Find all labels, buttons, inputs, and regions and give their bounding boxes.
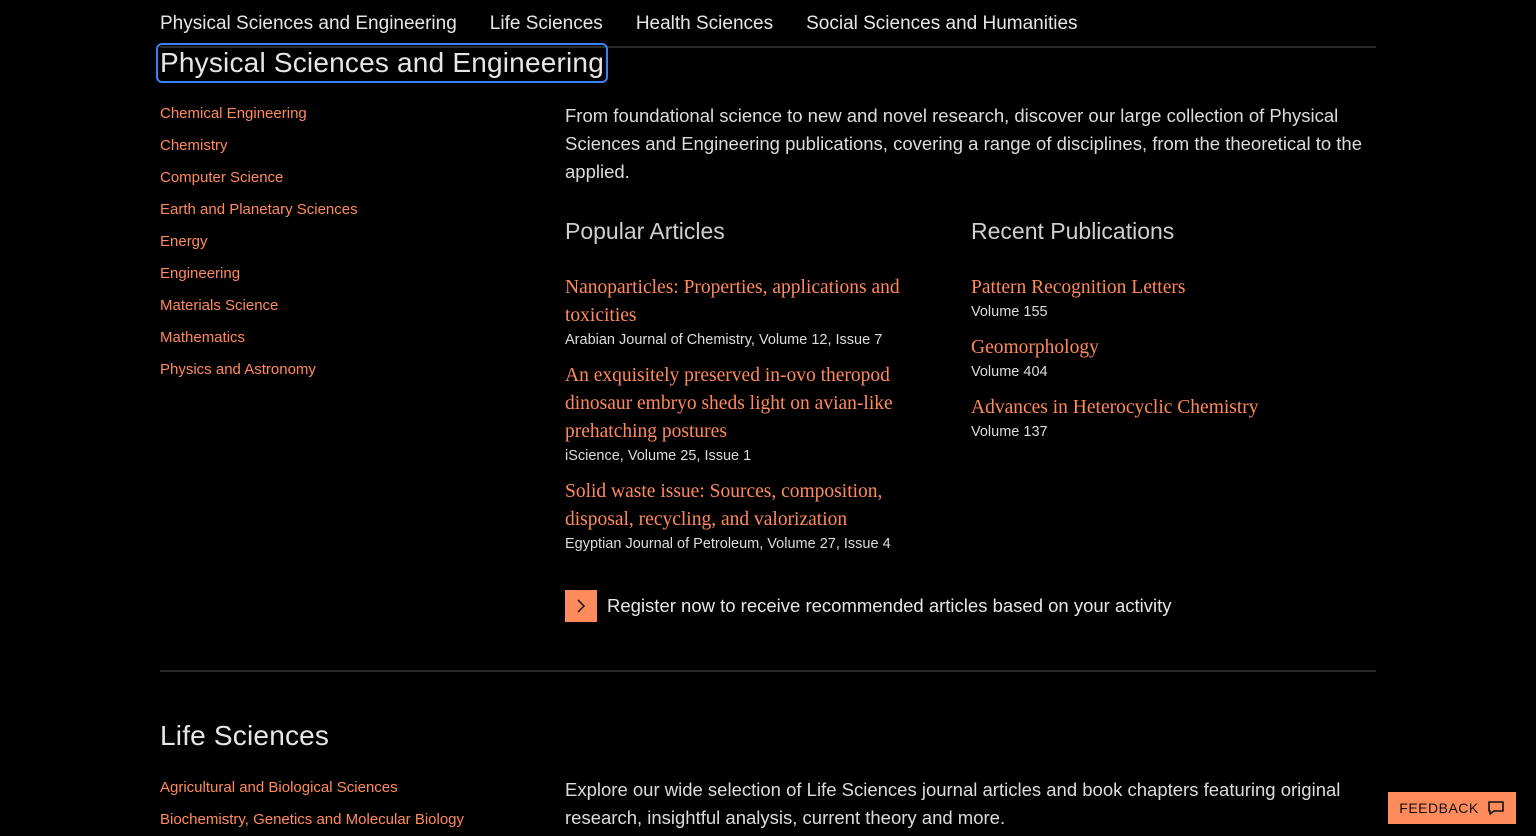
category-link-chemistry[interactable]: Chemistry	[160, 137, 228, 154]
life-category-list	[160, 772, 464, 836]
subject-tabs	[160, 0, 1376, 48]
article-meta: Arabian Journal of Chemistry, Volume 12, Issue 7	[565, 332, 883, 348]
category-link-energy[interactable]: Energy	[160, 233, 208, 250]
article-title-link[interactable]: Solid waste issue: Sources, composition, disposal, recycling, and valorization	[565, 481, 883, 530]
recent-publications-heading: Recent Publications	[971, 218, 1175, 244]
category-link-engineering[interactable]: Engineering	[160, 265, 241, 282]
tab-social-sciences[interactable]: Social Sciences and Humanities	[806, 13, 1078, 34]
tab-health-sciences[interactable]: Health Sciences	[635, 13, 774, 34]
recent-publication	[971, 274, 1376, 320]
section-divider	[160, 670, 1376, 672]
publication-title-link[interactable]: Advances in Heterocyclic Chemistry	[971, 397, 1259, 418]
category-link-computer-science[interactable]: Computer Science	[160, 169, 284, 186]
feedback-label: FEEDBACK	[1399, 800, 1479, 816]
recent-publication	[971, 394, 1376, 440]
register-link-text[interactable]: Register now to receive recommended articles based on your activity	[607, 595, 1172, 616]
recent-publication	[971, 334, 1376, 380]
category-link-mathematics[interactable]: Mathematics	[160, 329, 246, 346]
physical-intro-text: From foundational science to new and novel research, discover our large collection of Physical Sciences and Engineering publications, covering a range of disciplines, from the theoretical to the applied.	[565, 105, 1362, 182]
register-cta[interactable]	[565, 590, 1172, 622]
register-arrow-button[interactable]	[565, 590, 597, 622]
category-link-chemical-engineering[interactable]: Chemical Engineering	[160, 105, 307, 122]
publication-title-link[interactable]: Geomorphology	[971, 337, 1099, 358]
popular-articles-heading: Popular Articles	[565, 218, 725, 244]
article-meta: Egyptian Journal of Petroleum, Volume 27, Issue 4	[565, 536, 891, 552]
publication-title-link[interactable]: Pattern Recognition Letters	[971, 277, 1186, 298]
popular-article	[565, 478, 930, 552]
article-title-link[interactable]: An exquisitely preserved in-ovo theropod dinosaur embryo sheds light on avian-like prehatching postures	[565, 365, 893, 442]
tab-physical-sciences[interactable]: Physical Sciences and Engineering	[160, 13, 457, 34]
tab-life-sciences[interactable]: Life Sciences	[489, 13, 603, 34]
physical-category-list	[160, 98, 358, 386]
category-link-physics-astronomy[interactable]: Physics and Astronomy	[160, 361, 316, 378]
popular-article	[565, 274, 930, 348]
chevron-right-icon	[575, 599, 587, 613]
speech-bubble-icon	[1487, 800, 1505, 816]
section-title-life: Life Sciences	[160, 720, 330, 751]
article-title-link[interactable]: Nanoparticles: Properties, applications and toxicities	[565, 277, 900, 326]
publication-volume: Volume 155	[971, 304, 1048, 320]
category-link-agricultural-biological[interactable]: Agricultural and Biological Sciences	[160, 779, 398, 796]
publication-volume: Volume 137	[971, 424, 1048, 440]
life-intro-text: Explore our wide selection of Life Sciences journal articles and book chapters featuring original research, insightful analysis, current theory and more.	[565, 779, 1341, 828]
main-content	[160, 0, 1376, 828]
category-link-earth-planetary[interactable]: Earth and Planetary Sciences	[160, 201, 358, 218]
popular-article	[565, 362, 930, 464]
section-title-physical: Physical Sciences and Engineering	[160, 47, 604, 78]
article-meta: iScience, Volume 25, Issue 1	[565, 448, 752, 464]
category-link-biochemistry-genetics[interactable]: Biochemistry, Genetics and Molecular Biology	[160, 811, 465, 828]
publication-volume: Volume 404	[971, 364, 1048, 380]
category-link-materials-science[interactable]: Materials Science	[160, 297, 279, 314]
feedback-button[interactable]	[1388, 792, 1516, 824]
